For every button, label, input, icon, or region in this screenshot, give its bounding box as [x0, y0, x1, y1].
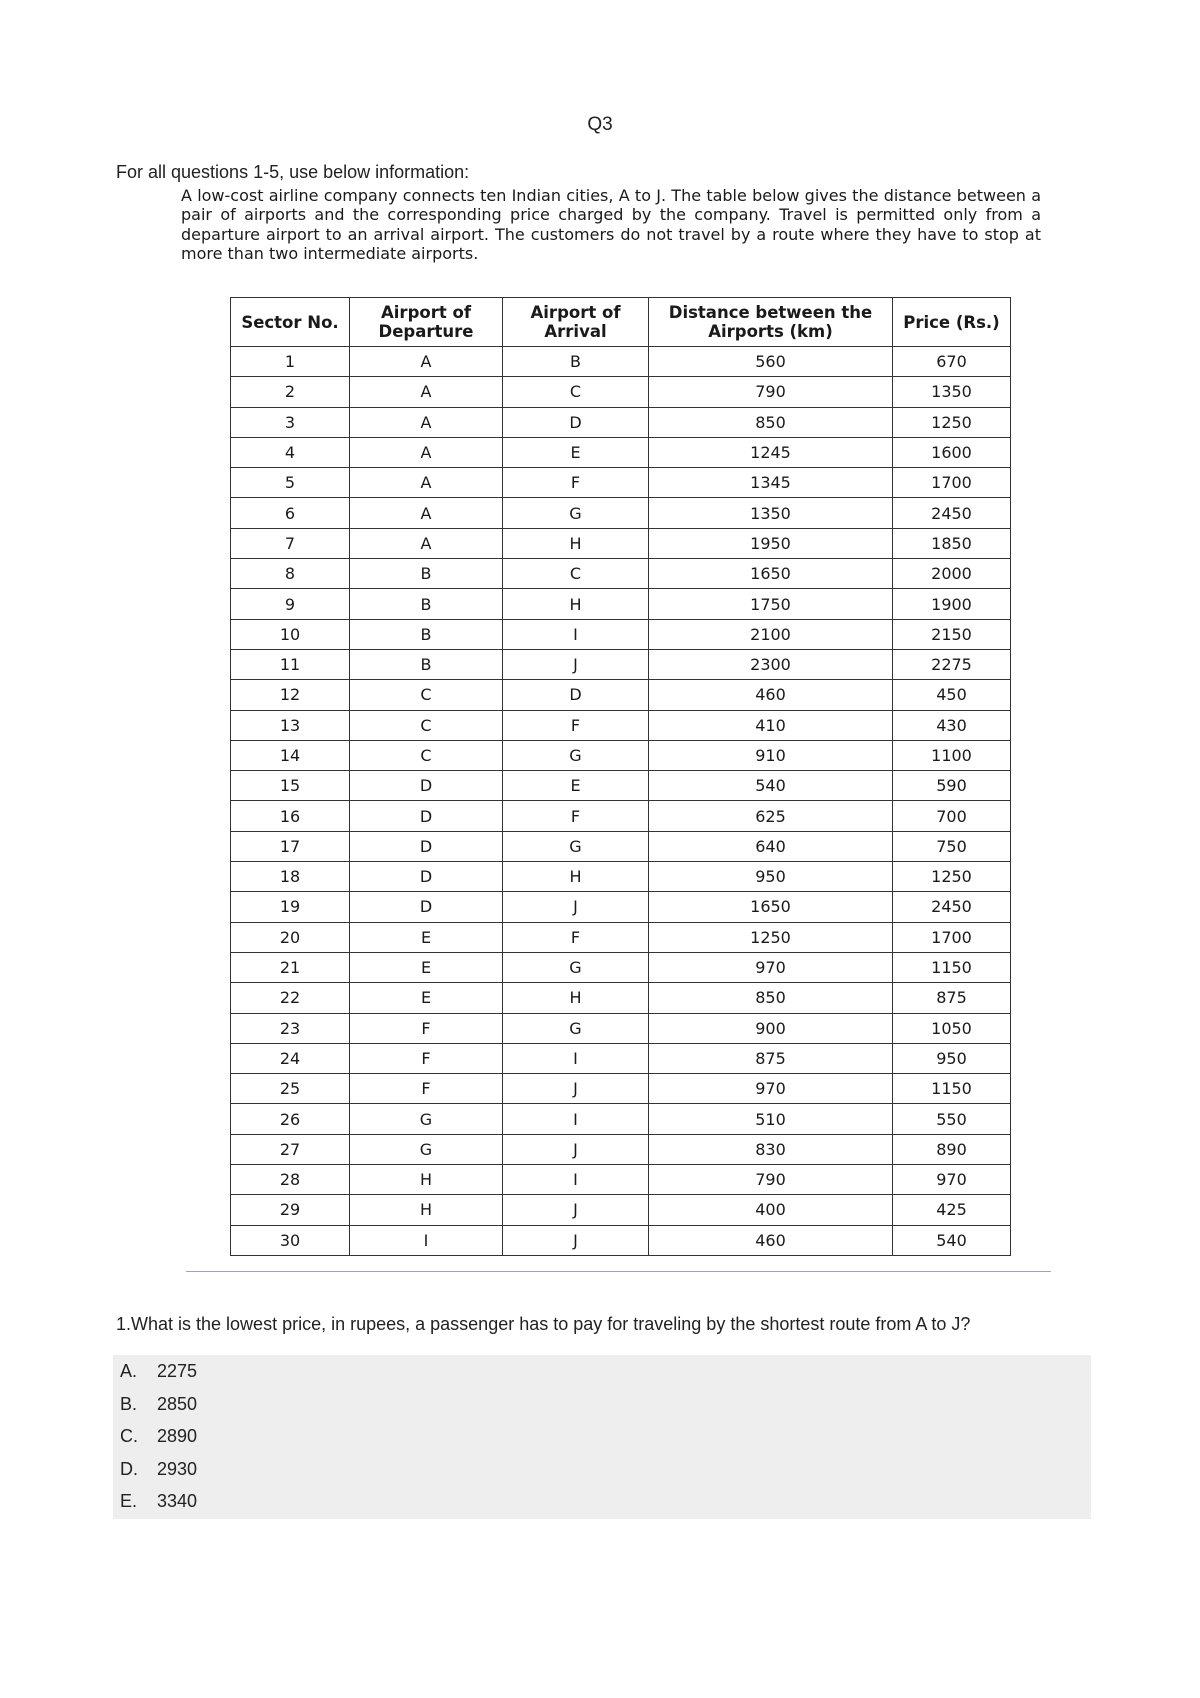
table-row: [231, 771, 1011, 801]
cell-distance: 790: [649, 377, 893, 407]
cell-distance: 625: [649, 801, 893, 831]
cell-arrival: J: [503, 1225, 649, 1255]
cell-arrival: G: [503, 498, 649, 528]
table-row: [231, 498, 1011, 528]
option-value: 3340: [157, 1491, 198, 1511]
cell-price: 950: [893, 1043, 1011, 1073]
cell-price: 890: [893, 1134, 1011, 1164]
cell-sector-no: 18: [231, 862, 350, 892]
cell-distance: 970: [649, 952, 893, 982]
cell-departure: D: [350, 801, 503, 831]
table-row: [231, 1074, 1011, 1104]
option-value: 2850: [157, 1393, 198, 1414]
cell-price: 875: [893, 983, 1011, 1013]
table-row: [231, 952, 1011, 982]
cell-arrival: F: [503, 468, 649, 498]
cell-distance: 830: [649, 1134, 893, 1164]
cell-distance: 1245: [649, 437, 893, 467]
intro-text: For all questions 1-5, use below information:: [116, 162, 470, 182]
cell-sector-no: 25: [231, 1074, 350, 1104]
cell-departure: F: [350, 1013, 503, 1043]
cell-price: 2275: [893, 649, 1011, 679]
cell-distance: 510: [649, 1104, 893, 1134]
passage-text: A low-cost airline company connects ten Indian cities, A to J. The table below gives the distance between a pair of airports and the corresponding price charged by the company. Travel is permitted only from a departure airport to an arrival airport. The customers do not travel by a route where they have to stop at more than two intermediate airports.: [181, 186, 1041, 264]
cell-departure: A: [350, 437, 503, 467]
cell-departure: B: [350, 649, 503, 679]
table-body: [231, 347, 1011, 1256]
cell-price: 1350: [893, 377, 1011, 407]
cell-departure: D: [350, 831, 503, 861]
cell-departure: B: [350, 589, 503, 619]
header-price: Price (Rs.): [893, 298, 1011, 347]
cell-sector-no: 3: [231, 407, 350, 437]
cell-sector-no: 20: [231, 922, 350, 952]
table-row: [231, 983, 1011, 1013]
table-row: [231, 801, 1011, 831]
table-row: [231, 528, 1011, 558]
table-header-row: [231, 298, 1011, 347]
option-c[interactable]: [113, 1420, 1091, 1453]
cell-distance: 1350: [649, 498, 893, 528]
cell-sector-no: 2: [231, 377, 350, 407]
cell-sector-no: 27: [231, 1134, 350, 1164]
table-row: [231, 740, 1011, 770]
cell-price: 590: [893, 771, 1011, 801]
cell-distance: 850: [649, 983, 893, 1013]
cell-price: 1600: [893, 437, 1011, 467]
cell-distance: 1950: [649, 528, 893, 558]
cell-departure: G: [350, 1134, 503, 1164]
cell-sector-no: 12: [231, 680, 350, 710]
cell-arrival: H: [503, 528, 649, 558]
cell-arrival: E: [503, 771, 649, 801]
cell-distance: 640: [649, 831, 893, 861]
cell-price: 2450: [893, 498, 1011, 528]
cell-distance: 460: [649, 680, 893, 710]
cell-price: 1100: [893, 740, 1011, 770]
cell-sector-no: 26: [231, 1104, 350, 1134]
cell-distance: 1250: [649, 922, 893, 952]
option-b[interactable]: [113, 1388, 1091, 1421]
question-number-title: Q3: [587, 114, 613, 135]
table-row: [231, 1043, 1011, 1073]
table-row: [231, 1165, 1011, 1195]
table-row: [231, 710, 1011, 740]
option-value: 2275: [157, 1361, 198, 1381]
cell-departure: F: [350, 1074, 503, 1104]
cell-departure: E: [350, 983, 503, 1013]
table-row: [231, 437, 1011, 467]
cell-departure: E: [350, 952, 503, 982]
cell-departure: B: [350, 619, 503, 649]
table-row: [231, 559, 1011, 589]
cell-price: 1900: [893, 589, 1011, 619]
table-row: [231, 347, 1011, 377]
cell-distance: 410: [649, 710, 893, 740]
header-sector-no: Sector No.: [231, 298, 350, 347]
table-row: [231, 892, 1011, 922]
question-text: 1.What is the lowest price, in rupees, a passenger has to pay for traveling by the shortest route from A to J?: [116, 1314, 971, 1334]
cell-price: 450: [893, 680, 1011, 710]
cell-arrival: J: [503, 1134, 649, 1164]
cell-arrival: H: [503, 862, 649, 892]
cell-distance: 970: [649, 1074, 893, 1104]
cell-arrival: F: [503, 922, 649, 952]
cell-sector-no: 13: [231, 710, 350, 740]
cell-departure: C: [350, 680, 503, 710]
cell-distance: 1345: [649, 468, 893, 498]
cell-distance: 850: [649, 407, 893, 437]
cell-price: 1700: [893, 922, 1011, 952]
cell-arrival: I: [503, 1043, 649, 1073]
cell-departure: A: [350, 498, 503, 528]
cell-distance: 2300: [649, 649, 893, 679]
cell-arrival: H: [503, 983, 649, 1013]
cell-sector-no: 29: [231, 1195, 350, 1225]
cell-price: 700: [893, 801, 1011, 831]
option-label: D.: [120, 1458, 138, 1479]
cell-arrival: B: [503, 347, 649, 377]
cell-departure: F: [350, 1043, 503, 1073]
cell-distance: 540: [649, 771, 893, 801]
cell-departure: B: [350, 559, 503, 589]
cell-price: 1150: [893, 1074, 1011, 1104]
cell-distance: 875: [649, 1043, 893, 1073]
cell-distance: 2100: [649, 619, 893, 649]
divider: [186, 1271, 1051, 1272]
table-row: [231, 468, 1011, 498]
cell-distance: 1650: [649, 892, 893, 922]
cell-arrival: G: [503, 1013, 649, 1043]
table-row: [231, 1134, 1011, 1164]
cell-arrival: J: [503, 892, 649, 922]
header-arrival: Airport of Arrival: [503, 298, 649, 347]
cell-departure: G: [350, 1104, 503, 1134]
cell-departure: H: [350, 1165, 503, 1195]
cell-price: 1250: [893, 862, 1011, 892]
cell-arrival: I: [503, 1104, 649, 1134]
header-distance: Distance between the Airports (km): [649, 298, 893, 347]
cell-departure: D: [350, 862, 503, 892]
table-row: [231, 1225, 1011, 1255]
table-row: [231, 377, 1011, 407]
table-row: [231, 1104, 1011, 1134]
cell-departure: A: [350, 407, 503, 437]
cell-sector-no: 24: [231, 1043, 350, 1073]
cell-arrival: G: [503, 952, 649, 982]
cell-price: 2450: [893, 892, 1011, 922]
cell-sector-no: 30: [231, 1225, 350, 1255]
cell-distance: 950: [649, 862, 893, 892]
cell-sector-no: 11: [231, 649, 350, 679]
cell-sector-no: 21: [231, 952, 350, 982]
answer-options: [113, 1355, 1091, 1519]
cell-price: 1700: [893, 468, 1011, 498]
cell-arrival: I: [503, 619, 649, 649]
cell-price: 1150: [893, 952, 1011, 982]
table-row: [231, 1195, 1011, 1225]
cell-distance: 900: [649, 1013, 893, 1043]
cell-sector-no: 14: [231, 740, 350, 770]
cell-distance: 1650: [649, 559, 893, 589]
cell-price: 1250: [893, 407, 1011, 437]
table-row: [231, 589, 1011, 619]
cell-sector-no: 8: [231, 559, 350, 589]
cell-departure: E: [350, 922, 503, 952]
table-row: [231, 680, 1011, 710]
cell-departure: D: [350, 771, 503, 801]
option-e[interactable]: [113, 1485, 1091, 1518]
cell-arrival: D: [503, 407, 649, 437]
cell-sector-no: 6: [231, 498, 350, 528]
cell-departure: A: [350, 468, 503, 498]
cell-price: 430: [893, 710, 1011, 740]
cell-departure: A: [350, 528, 503, 558]
cell-arrival: G: [503, 831, 649, 861]
cell-price: 1850: [893, 528, 1011, 558]
cell-sector-no: 16: [231, 801, 350, 831]
cell-departure: A: [350, 377, 503, 407]
cell-sector-no: 1: [231, 347, 350, 377]
cell-price: 1050: [893, 1013, 1011, 1043]
cell-arrival: J: [503, 649, 649, 679]
option-label: B.: [120, 1393, 138, 1414]
airline-sector-table: [230, 297, 1011, 1256]
cell-arrival: D: [503, 680, 649, 710]
cell-sector-no: 7: [231, 528, 350, 558]
cell-arrival: G: [503, 740, 649, 770]
option-label: E.: [120, 1491, 138, 1511]
option-label: A.: [120, 1361, 138, 1381]
cell-distance: 460: [649, 1225, 893, 1255]
cell-price: 540: [893, 1225, 1011, 1255]
cell-price: 970: [893, 1165, 1011, 1195]
cell-sector-no: 22: [231, 983, 350, 1013]
cell-arrival: F: [503, 801, 649, 831]
cell-distance: 400: [649, 1195, 893, 1225]
cell-arrival: C: [503, 377, 649, 407]
option-value: 2930: [157, 1458, 198, 1479]
cell-distance: 910: [649, 740, 893, 770]
cell-distance: 560: [649, 347, 893, 377]
cell-departure: I: [350, 1225, 503, 1255]
cell-price: 2150: [893, 619, 1011, 649]
cell-distance: 790: [649, 1165, 893, 1195]
cell-arrival: E: [503, 437, 649, 467]
cell-sector-no: 15: [231, 771, 350, 801]
table-row: [231, 619, 1011, 649]
cell-departure: C: [350, 710, 503, 740]
cell-arrival: J: [503, 1195, 649, 1225]
option-a[interactable]: [113, 1355, 1091, 1388]
option-d[interactable]: [113, 1453, 1091, 1486]
cell-sector-no: 9: [231, 589, 350, 619]
table-row: [231, 649, 1011, 679]
cell-price: 2000: [893, 559, 1011, 589]
cell-sector-no: 5: [231, 468, 350, 498]
table-row: [231, 862, 1011, 892]
option-label: C.: [120, 1426, 138, 1446]
cell-arrival: I: [503, 1165, 649, 1195]
table-row: [231, 922, 1011, 952]
cell-sector-no: 4: [231, 437, 350, 467]
cell-arrival: F: [503, 710, 649, 740]
cell-price: 750: [893, 831, 1011, 861]
cell-arrival: C: [503, 559, 649, 589]
cell-sector-no: 17: [231, 831, 350, 861]
cell-price: 425: [893, 1195, 1011, 1225]
cell-departure: D: [350, 892, 503, 922]
cell-price: 550: [893, 1104, 1011, 1134]
table-row: [231, 831, 1011, 861]
cell-arrival: H: [503, 589, 649, 619]
cell-sector-no: 23: [231, 1013, 350, 1043]
header-departure: Airport of Departure: [350, 298, 503, 347]
cell-arrival: J: [503, 1074, 649, 1104]
cell-sector-no: 28: [231, 1165, 350, 1195]
cell-departure: H: [350, 1195, 503, 1225]
option-value: 2890: [157, 1426, 198, 1446]
cell-distance: 1750: [649, 589, 893, 619]
cell-price: 670: [893, 347, 1011, 377]
cell-sector-no: 10: [231, 619, 350, 649]
table-row: [231, 1013, 1011, 1043]
cell-sector-no: 19: [231, 892, 350, 922]
table-row: [231, 407, 1011, 437]
cell-departure: A: [350, 347, 503, 377]
cell-departure: C: [350, 740, 503, 770]
